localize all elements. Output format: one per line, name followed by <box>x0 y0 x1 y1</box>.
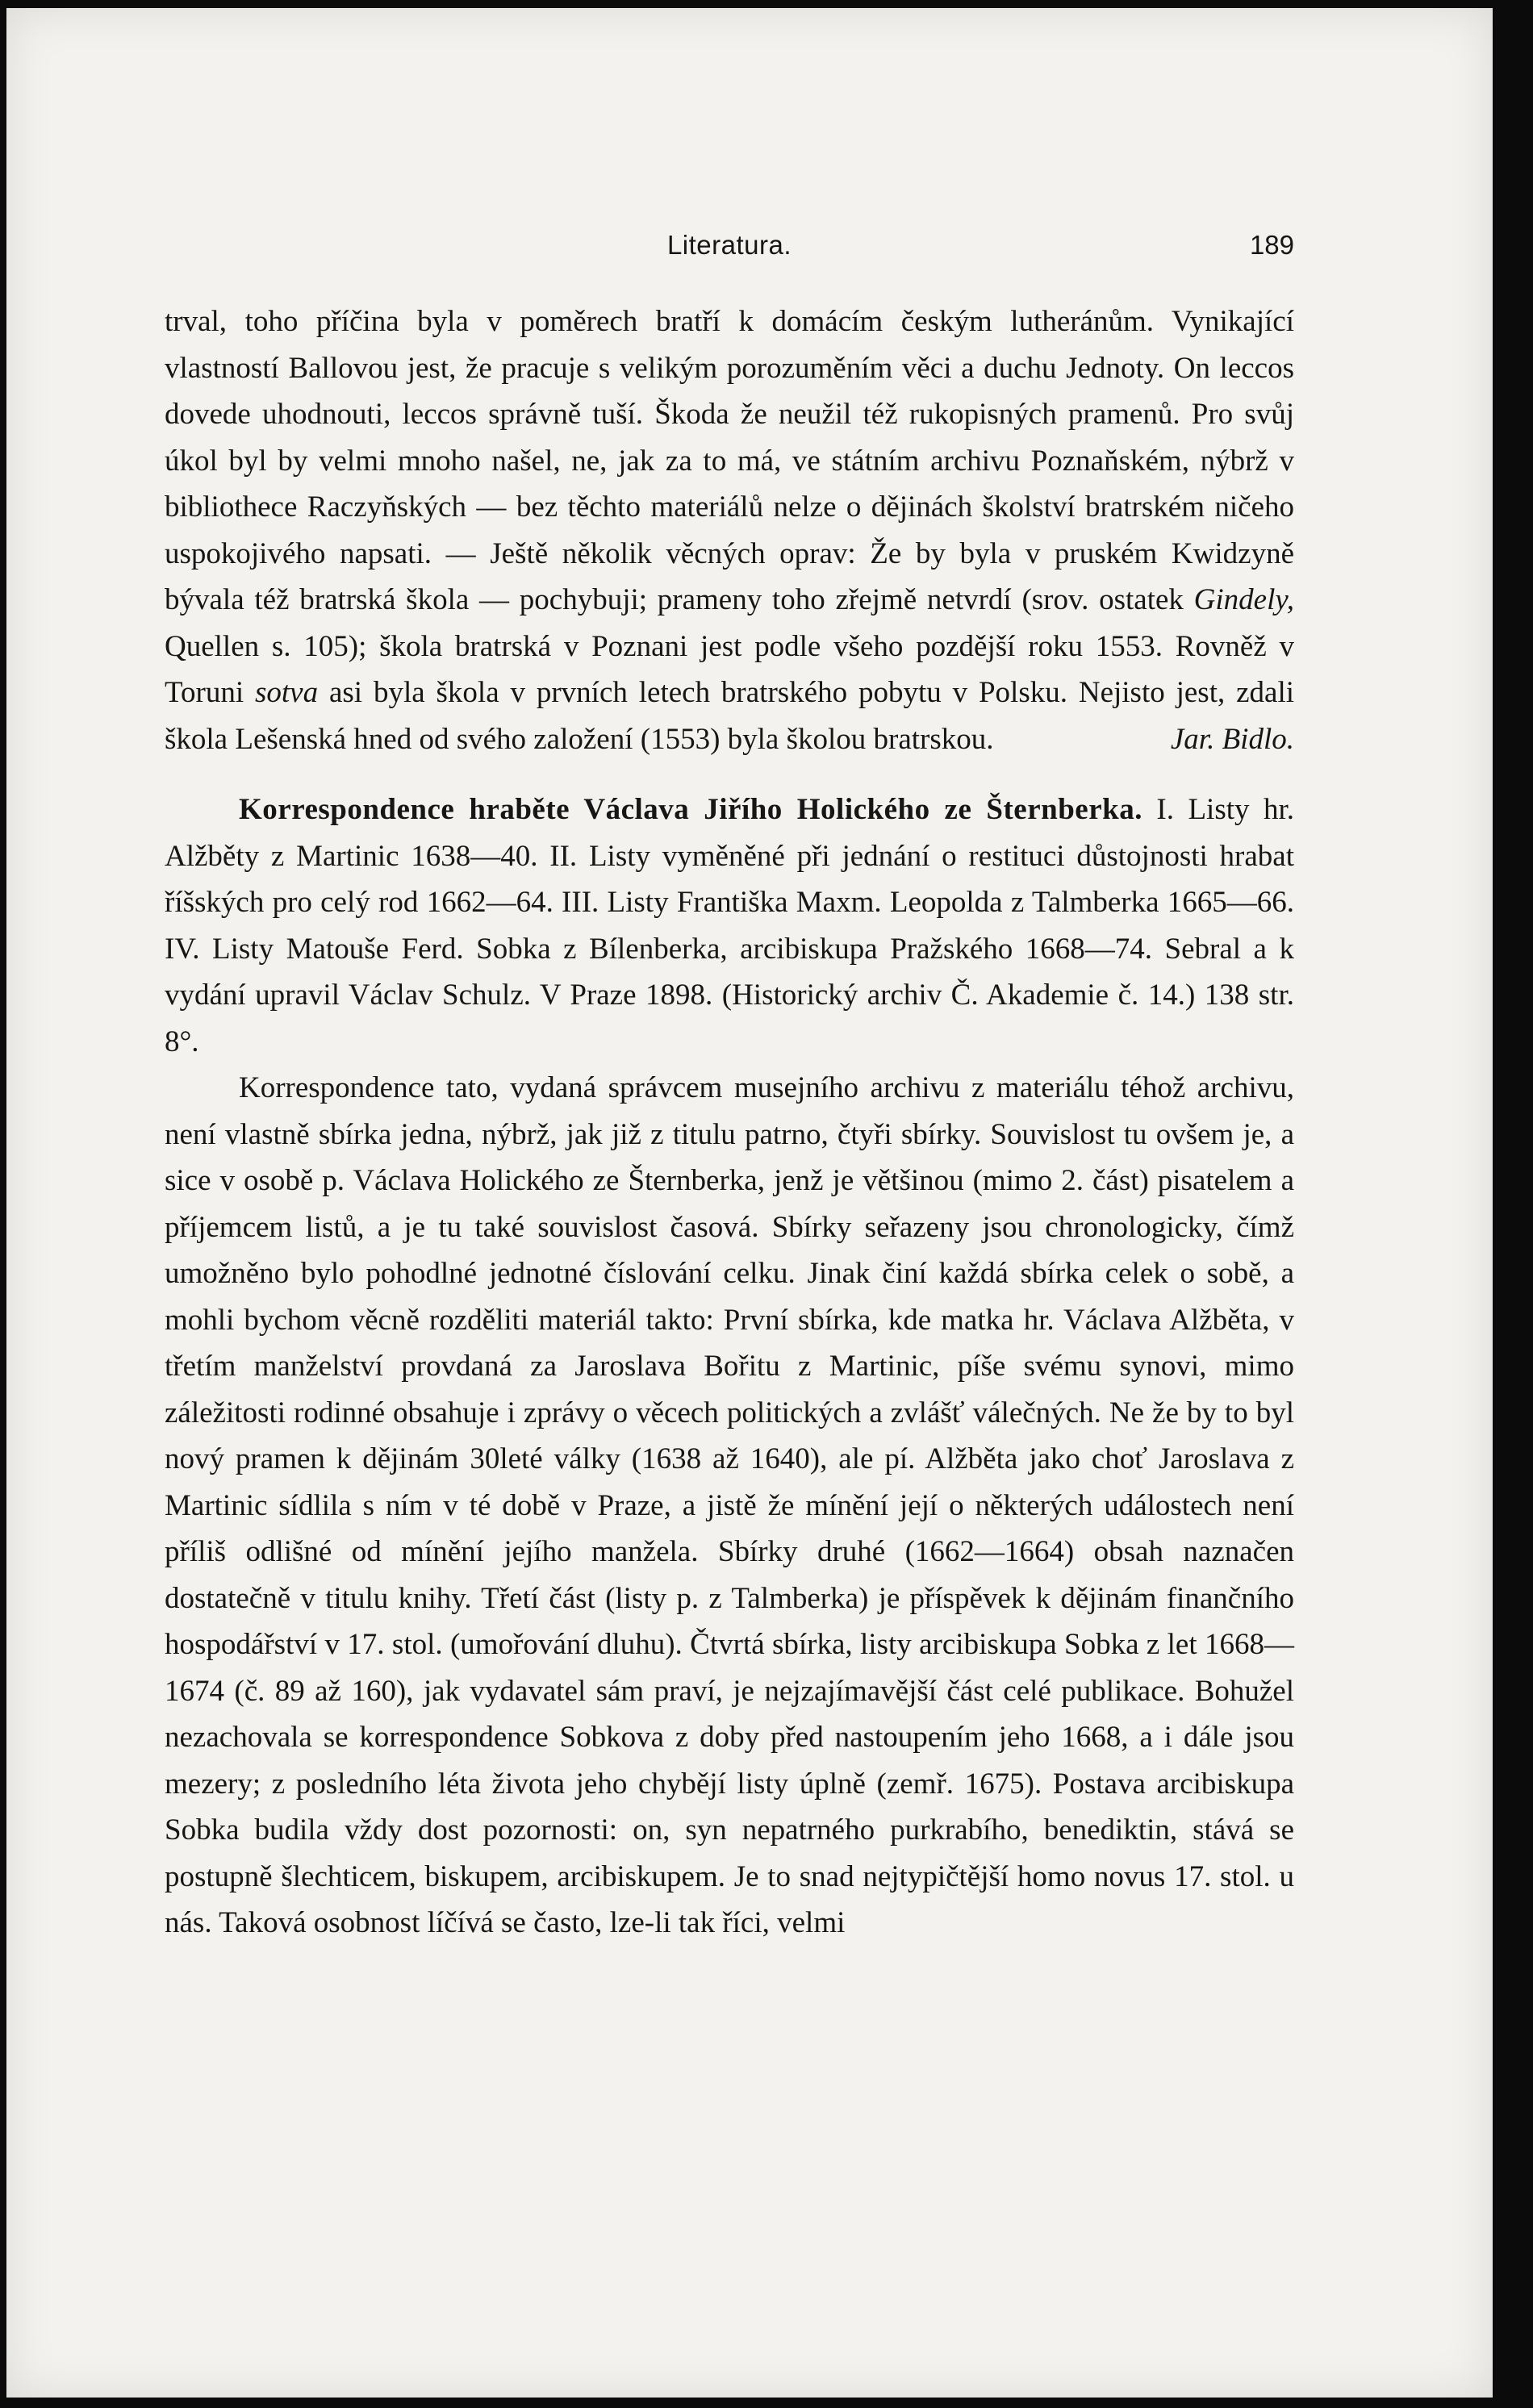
running-title: Literatura. <box>666 230 792 260</box>
book-title: Korrespondence hraběte Václava Jiřího Holického ze Šternberka. <box>239 793 1142 826</box>
review-text-part: asi byla škola v prvních letech bratrského pobytu v Polsku. Nejisto jest, zdali škola Lešenská hned od svého založení (1553) byla školou bratrskou. <box>165 676 1295 756</box>
review-continuation-paragraph <box>165 298 1294 762</box>
reviewer-signature: Jar. Bidlo. <box>1170 722 1294 756</box>
bibliographic-details: I. Listy hr. Alžběty z Martinic 1638—40. II. Listy vyměněné při jednání o restituci důstojnosti hrabat říšských pro celý rod 1662—64. III. Listy Františka Maxm. Leopolda z Talmberka 1665—66. IV. Listy Matouše Ferd. Sobka z Bílenberka, arcibiskupa Pražského 1668—74. Sebral a k vydání upravil Václav Schulz. V Praze 1898. (Historický archiv Č. Akademie č. 14.) 138 str. 8°. <box>165 793 1294 1058</box>
review-body-paragraph: Korrespondence tato, vydaná správcem musejního archivu z materiálu téhož archivu, není vlastně sbírka jedna, nýbrž, jak již z titulu patrno, čtyři sbírky. Souvislost tu ovšem je, a sice v osobě p. Václava Holického ze Šternberka, jenž je většinou (mimo 2. část) pisatelem a příjemcem listů, a je tu také souvislost časová. Sbírky seřazeny jsou chronologicky, čímž umožněno bylo pohodlné jednotné číslování celku. Jinak činí každá sbírka celek o sobě, a mohli bychom věcně rozděliti materiál takto: První sbírka, kde matka hr. Václava Alžběta, v třetím manželství provdaná za Jaroslava Bořitu z Martinic, píše svému synovi, mimo záležitosti rodinné obsahuje i zprávy o věcech politických a zvlášť válečných. Ne že by to byl nový pramen k dějinám 30leté války (1638 až 1640), ale pí. Alžběta jako choť Jaroslava z Martinic sídlila s ním v té době v Praze, a jistě že mínění její o některých událostech není příliš odlišné od mínění jejího manžela. Sbírky druhé (1662—1664) obsah naznačen dostatečně v titulu knihy. Třetí část (listy p. z Talmberka) je příspěvek k dějinám finančního hospodářství v 17. stol. (umořování dluhu). Čtvrtá sbírka, listy arcibiskupa Sobka z let 1668—1674 (č. 89 až 160), jak vydavatel sám praví, je nejzajímavější část celé publikace. Bohužel nezachovala se korrespondence Sobkova z doby před nastoupením jeho 1668, a i dále jsou mezery; z posledního léta života jeho chybějí listy úplně (zemř. 1675). Postava arcibiskupa Sobka budila vždy dost pozornosti: on, syn nepatrného purkrabího, benediktin, stává se postupně šlechticem, biskupem, arcibiskupem. Je to snad nejtypičtější homo novus 17. stol. u nás. Taková osobnost líčívá se často, lze-li tak říci, velmi <box>165 1071 1294 1939</box>
page-content <box>165 224 1294 1947</box>
page-number: 189 <box>1249 230 1294 260</box>
scanned-page <box>6 8 1493 2398</box>
emphasized-word: sotva <box>255 676 319 709</box>
review-bibliographic-entry <box>165 787 1294 1065</box>
running-head <box>165 224 1294 266</box>
cited-author: Gindely, <box>1193 583 1294 616</box>
review-text-part: trval, toho příčina byla v poměrech bratří k domácím českým lutheránům. Vynikající vlastností Ballovou jest, že pracuje s velikým porozuměním věci a duchu Jednoty. On leccos dovede uhodnouti, leccos správně tuší. Škoda že neužil též rukopisných pramenů. Pro svůj úkol byl by velmi mnoho našel, ne, jak za to má, ve státním archivu Poznaňském, nýbrž v bibliothece Raczyňských — bez těchto materiálů nelze o dějinách školství bratrském ničeho uspokojivého napsati. — Ještě několik věcných oprav: Že by byla v pruském Kwidzyně bývala též bratrská škola — pochybuji; prameny toho zřejmě netvrdí (srov. ostatek <box>165 305 1294 616</box>
review-text-part: Quellen s. 105); škola bratrská v Poznani jest podle všeho pozdější roku 1553. Rovněž v Toruni <box>165 629 1294 709</box>
